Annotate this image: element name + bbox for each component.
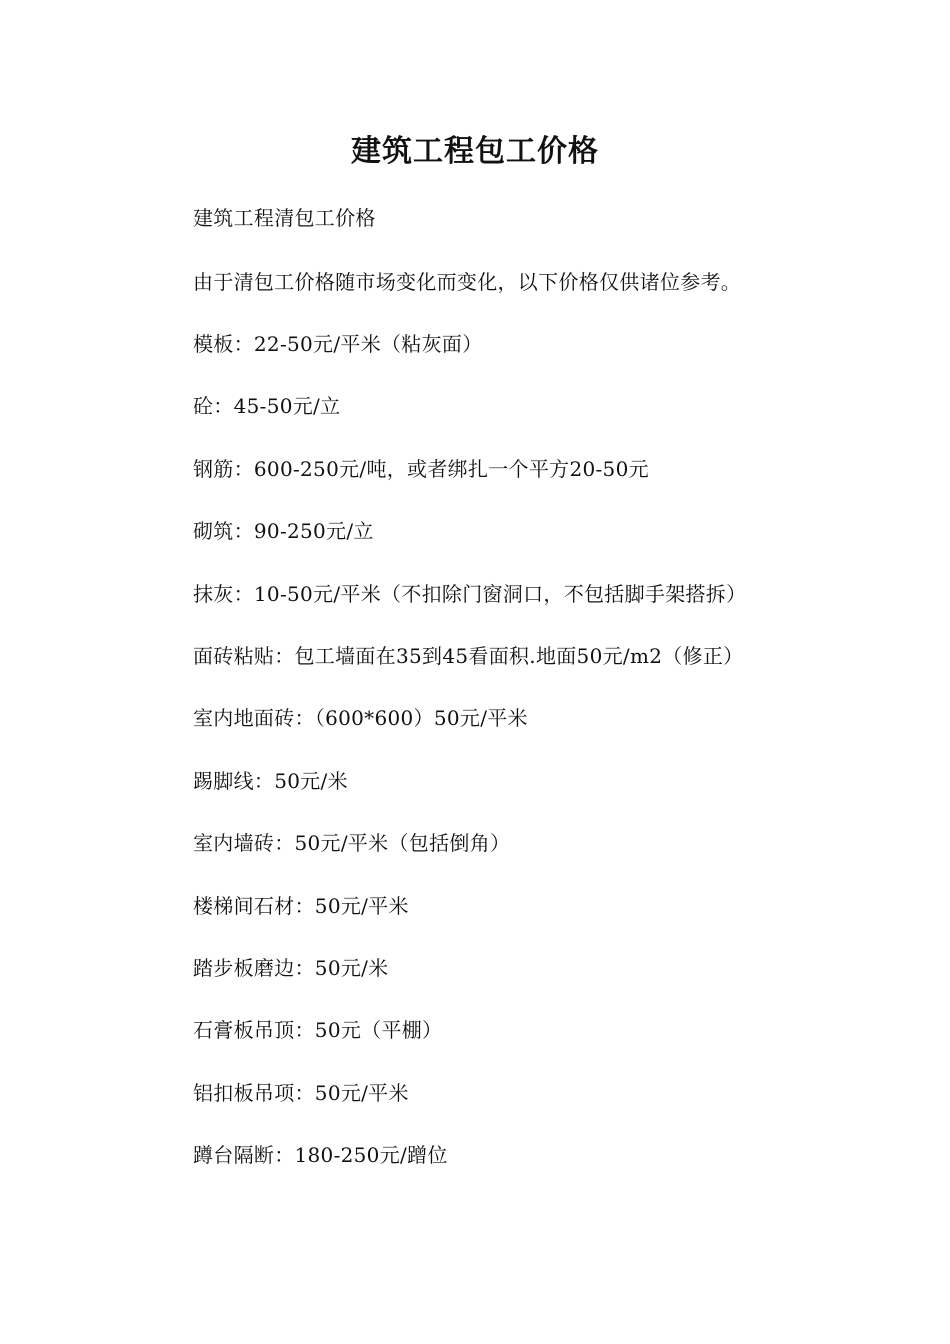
price-line-rebar: 钢筋：600-250元/吨，或者绑扎一个平方20-50元 bbox=[193, 457, 649, 481]
intro-line: 由于清包工价格随市场变化而变化，以下价格仅供诸位参考。 bbox=[193, 270, 742, 294]
price-line-floor-tile: 室内地面砖：（600*600）50元/平米 bbox=[193, 706, 528, 730]
price-line-stair-stone: 楼梯间石材：50元/平米 bbox=[193, 894, 409, 918]
price-line-gypsum-ceiling: 石膏板吊顶：50元（平棚） bbox=[193, 1018, 443, 1042]
document-title: 建筑工程包工价格 bbox=[351, 134, 599, 169]
price-line-partition: 蹲台隔断：180-250元/蹭位 bbox=[193, 1143, 448, 1167]
price-line-wall-tile: 室内墙砖：50元/平米（包括倒角） bbox=[193, 831, 511, 855]
price-line-masonry: 砌筑：90-250元/立 bbox=[193, 519, 374, 543]
price-line-formwork: 模板：22-50元/平米（粘灰面） bbox=[193, 332, 483, 356]
price-line-plastering: 抹灰：10-50元/平米（不扣除门窗洞口，不包括脚手架搭拆） bbox=[193, 582, 747, 606]
price-line-tile-bonding: 面砖粘贴：包工墙面在35到45看面积.地面50元/m2（修正） bbox=[193, 644, 744, 668]
price-line-aluminum-ceiling: 铝扣板吊项：50元/平米 bbox=[193, 1081, 409, 1105]
subtitle-line: 建筑工程清包工价格 bbox=[193, 206, 376, 230]
price-line-tread-edging: 踏步板磨边：50元/米 bbox=[193, 956, 389, 980]
price-line-concrete: 砼：45-50元/立 bbox=[193, 394, 341, 418]
price-line-skirting: 踢脚线：50元/米 bbox=[193, 769, 348, 793]
